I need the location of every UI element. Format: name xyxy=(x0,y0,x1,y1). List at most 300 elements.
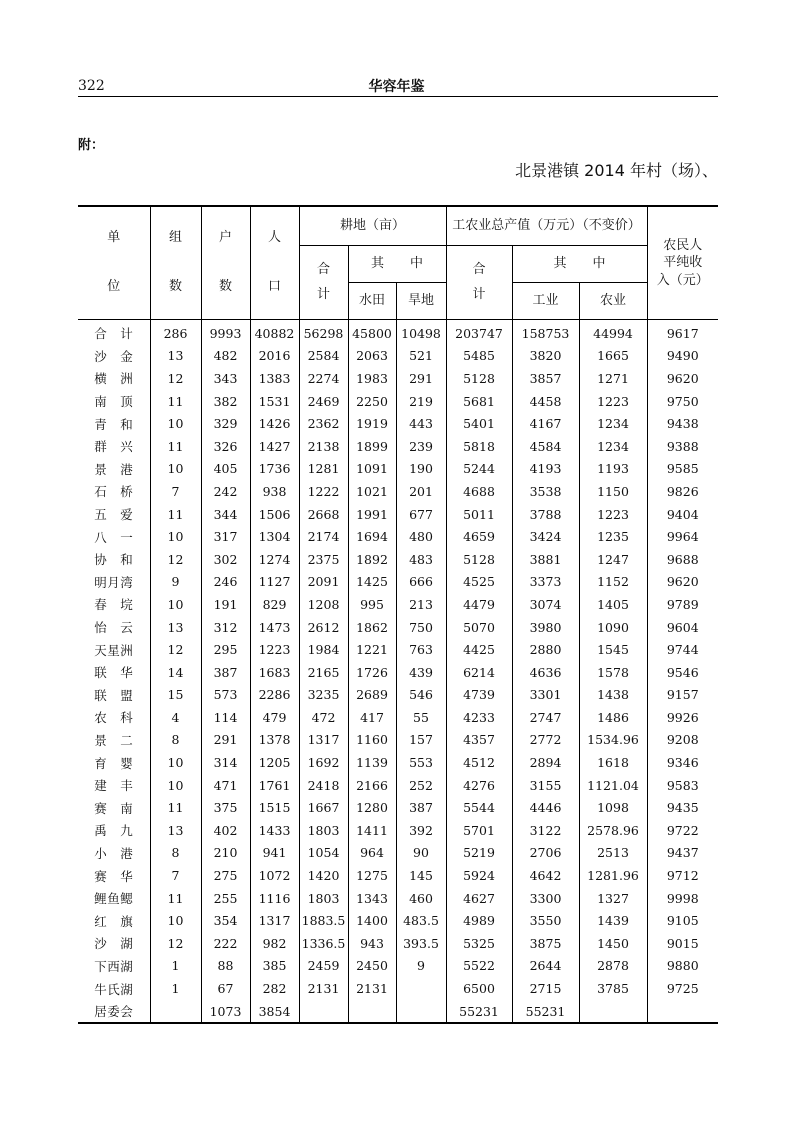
table-row xyxy=(78,412,718,435)
cell-unit: 联 华 xyxy=(78,661,150,684)
cell-agriculture: 1223 xyxy=(579,390,647,413)
cell-unit: 鲤鱼鳃 xyxy=(78,887,150,910)
cell-paddy xyxy=(348,1000,396,1024)
cell-population: 2286 xyxy=(250,684,299,707)
cell-output-total: 4479 xyxy=(446,593,512,616)
cell-groups: 10 xyxy=(150,412,201,435)
cell-groups: 11 xyxy=(150,503,201,526)
cell-households: 402 xyxy=(201,819,250,842)
cell-industry: 3373 xyxy=(512,571,579,594)
book-title: 华容年鉴 xyxy=(368,79,425,95)
cell-agriculture: 1098 xyxy=(579,796,647,819)
header-paddy: 水田 xyxy=(348,283,396,320)
cell-unit: 红 旗 xyxy=(78,909,150,932)
cell-income: 9585 xyxy=(647,458,718,481)
cell-output-total: 5070 xyxy=(446,616,512,639)
cell-population: 1531 xyxy=(250,390,299,413)
cell-income: 9620 xyxy=(647,367,718,390)
cell-population: 1427 xyxy=(250,435,299,458)
table-row xyxy=(78,842,718,865)
cell-dryland: 553 xyxy=(396,751,446,774)
cell-households: 291 xyxy=(201,729,250,752)
cell-dryland: 157 xyxy=(396,729,446,752)
cell-dryland xyxy=(396,1000,446,1024)
cell-agriculture: 1121.04 xyxy=(579,774,647,797)
cell-farmland-total: 2091 xyxy=(299,571,348,594)
table-row xyxy=(78,887,718,910)
cell-farmland-total: 1803 xyxy=(299,819,348,842)
cell-groups: 11 xyxy=(150,390,201,413)
cell-groups: 15 xyxy=(150,684,201,707)
cell-output-total: 4739 xyxy=(446,684,512,707)
cell-output-total: 4525 xyxy=(446,571,512,594)
cell-paddy: 1221 xyxy=(348,638,396,661)
cell-output-total: 5244 xyxy=(446,458,512,481)
cell-dryland: 219 xyxy=(396,390,446,413)
cell-industry: 3881 xyxy=(512,548,579,571)
cell-dryland: 443 xyxy=(396,412,446,435)
table-row xyxy=(78,367,718,390)
cell-income: 9964 xyxy=(647,525,718,548)
cell-agriculture: 1235 xyxy=(579,525,647,548)
cell-unit: 怡 云 xyxy=(78,616,150,639)
cell-unit: 沙 金 xyxy=(78,345,150,368)
cell-paddy: 1160 xyxy=(348,729,396,752)
cell-population: 1383 xyxy=(250,367,299,390)
cell-farmland-total: 2584 xyxy=(299,345,348,368)
cell-farmland-total: 1883.5 xyxy=(299,909,348,932)
cell-unit: 五 爱 xyxy=(78,503,150,526)
cell-unit: 景 二 xyxy=(78,729,150,752)
cell-income: 9998 xyxy=(647,887,718,910)
cell-agriculture: 1534.96 xyxy=(579,729,647,752)
cell-output-total: 5681 xyxy=(446,390,512,413)
table-row xyxy=(78,320,718,345)
cell-farmland-total: 2362 xyxy=(299,412,348,435)
cell-dryland: 677 xyxy=(396,503,446,526)
header-industry: 工业 xyxy=(512,283,579,320)
header-farmland: 耕地（亩） xyxy=(299,206,446,246)
cell-unit: 禹 九 xyxy=(78,819,150,842)
header-divider xyxy=(78,96,718,97)
cell-industry: 4193 xyxy=(512,458,579,481)
cell-paddy: 1425 xyxy=(348,571,396,594)
cell-unit: 育 婴 xyxy=(78,751,150,774)
cell-dryland: 213 xyxy=(396,593,446,616)
cell-agriculture xyxy=(579,1000,647,1024)
cell-income: 9620 xyxy=(647,571,718,594)
cell-households: 329 xyxy=(201,412,250,435)
cell-paddy: 1892 xyxy=(348,548,396,571)
cell-agriculture: 1327 xyxy=(579,887,647,910)
cell-paddy: 2063 xyxy=(348,345,396,368)
cell-dryland: 393.5 xyxy=(396,932,446,955)
cell-households: 382 xyxy=(201,390,250,413)
cell-income: 9157 xyxy=(647,684,718,707)
cell-agriculture: 1090 xyxy=(579,616,647,639)
cell-agriculture: 1234 xyxy=(579,412,647,435)
cell-unit: 群 兴 xyxy=(78,435,150,458)
cell-output-total: 5924 xyxy=(446,864,512,887)
cell-groups: 12 xyxy=(150,638,201,661)
cell-output-total: 5701 xyxy=(446,819,512,842)
cell-unit: 建 丰 xyxy=(78,774,150,797)
cell-households: 405 xyxy=(201,458,250,481)
table-row xyxy=(78,593,718,616)
cell-agriculture: 44994 xyxy=(579,320,647,345)
cell-dryland: 392 xyxy=(396,819,446,842)
cell-output-total: 4512 xyxy=(446,751,512,774)
cell-unit: 牛氏湖 xyxy=(78,977,150,1000)
cell-unit: 赛 南 xyxy=(78,796,150,819)
cell-unit: 下西湖 xyxy=(78,955,150,978)
cell-income: 9725 xyxy=(647,977,718,1000)
cell-output-total: 4688 xyxy=(446,480,512,503)
cell-households: 573 xyxy=(201,684,250,707)
cell-households: 114 xyxy=(201,706,250,729)
cell-farmland-total: 2138 xyxy=(299,435,348,458)
cell-unit: 合 计 xyxy=(78,320,150,345)
cell-unit: 明月湾 xyxy=(78,571,150,594)
cell-output-total: 5485 xyxy=(446,345,512,368)
cell-industry: 2715 xyxy=(512,977,579,1000)
header-groups: 组 数 xyxy=(150,206,201,320)
cell-farmland-total: 1222 xyxy=(299,480,348,503)
appendix-label: 附： xyxy=(78,138,105,153)
cell-farmland-total: 1667 xyxy=(299,796,348,819)
header-agriculture: 农业 xyxy=(579,283,647,320)
cell-dryland: 750 xyxy=(396,616,446,639)
cell-population: 1072 xyxy=(250,864,299,887)
cell-groups: 14 xyxy=(150,661,201,684)
cell-agriculture: 1545 xyxy=(579,638,647,661)
cell-households: 295 xyxy=(201,638,250,661)
table-row xyxy=(78,955,718,978)
cell-income: 9617 xyxy=(647,320,718,345)
cell-households: 222 xyxy=(201,932,250,955)
cell-population: 1274 xyxy=(250,548,299,571)
cell-output-total: 6214 xyxy=(446,661,512,684)
cell-dryland: 483.5 xyxy=(396,909,446,932)
cell-output-total: 4659 xyxy=(446,525,512,548)
table-row xyxy=(78,977,718,1000)
cell-agriculture: 1150 xyxy=(579,480,647,503)
cell-groups: 13 xyxy=(150,616,201,639)
cell-paddy: 1862 xyxy=(348,616,396,639)
cell-population: 40882 xyxy=(250,320,299,345)
cell-households: 246 xyxy=(201,571,250,594)
cell-industry: 55231 xyxy=(512,1000,579,1024)
cell-groups: 10 xyxy=(150,525,201,548)
cell-agriculture: 1193 xyxy=(579,458,647,481)
cell-output-total: 4233 xyxy=(446,706,512,729)
cell-households: 317 xyxy=(201,525,250,548)
cell-farmland-total: 2165 xyxy=(299,661,348,684)
table-row xyxy=(78,819,718,842)
cell-unit: 南 顶 xyxy=(78,390,150,413)
cell-industry: 2644 xyxy=(512,955,579,978)
table-row xyxy=(78,684,718,707)
cell-dryland: 521 xyxy=(396,345,446,368)
cell-output-total: 6500 xyxy=(446,977,512,1000)
cell-groups: 7 xyxy=(150,480,201,503)
cell-agriculture: 1618 xyxy=(579,751,647,774)
cell-agriculture: 1438 xyxy=(579,684,647,707)
cell-paddy: 1280 xyxy=(348,796,396,819)
cell-households: 471 xyxy=(201,774,250,797)
table-row xyxy=(78,729,718,752)
cell-income: 9744 xyxy=(647,638,718,661)
cell-population: 479 xyxy=(250,706,299,729)
cell-industry: 4458 xyxy=(512,390,579,413)
cell-industry: 4584 xyxy=(512,435,579,458)
cell-income: 9722 xyxy=(647,819,718,842)
cell-industry: 3980 xyxy=(512,616,579,639)
cell-groups: 13 xyxy=(150,819,201,842)
cell-paddy: 943 xyxy=(348,932,396,955)
cell-income: 9435 xyxy=(647,796,718,819)
cell-dryland: 252 xyxy=(396,774,446,797)
table-row xyxy=(78,616,718,639)
cell-paddy: 1021 xyxy=(348,480,396,503)
cell-farmland-total: 2459 xyxy=(299,955,348,978)
cell-agriculture: 2878 xyxy=(579,955,647,978)
cell-population: 941 xyxy=(250,842,299,865)
table-title: 北景港镇 2014 年村（场）、 xyxy=(515,161,718,180)
cell-agriculture: 1281.96 xyxy=(579,864,647,887)
cell-income: 9546 xyxy=(647,661,718,684)
cell-paddy: 2166 xyxy=(348,774,396,797)
cell-population: 1317 xyxy=(250,909,299,932)
cell-groups: 10 xyxy=(150,458,201,481)
cell-households: 387 xyxy=(201,661,250,684)
cell-farmland-total: 1336.5 xyxy=(299,932,348,955)
cell-households: 354 xyxy=(201,909,250,932)
table-header xyxy=(78,206,718,320)
cell-income: 9826 xyxy=(647,480,718,503)
cell-households: 326 xyxy=(201,435,250,458)
cell-income: 9583 xyxy=(647,774,718,797)
cell-groups: 12 xyxy=(150,932,201,955)
cell-farmland-total: 2131 xyxy=(299,977,348,1000)
cell-agriculture: 1223 xyxy=(579,503,647,526)
cell-dryland: 190 xyxy=(396,458,446,481)
table-body xyxy=(78,320,718,1024)
cell-income: 9388 xyxy=(647,435,718,458)
cell-farmland-total: 1317 xyxy=(299,729,348,752)
cell-paddy: 2131 xyxy=(348,977,396,1000)
cell-dryland: 763 xyxy=(396,638,446,661)
table-row xyxy=(78,548,718,571)
cell-income: 9105 xyxy=(647,909,718,932)
table-row xyxy=(78,345,718,368)
cell-households: 1073 xyxy=(201,1000,250,1024)
cell-dryland: 460 xyxy=(396,887,446,910)
cell-industry: 4636 xyxy=(512,661,579,684)
cell-industry: 3424 xyxy=(512,525,579,548)
cell-output-total: 4989 xyxy=(446,909,512,932)
cell-paddy: 1091 xyxy=(348,458,396,481)
cell-dryland: 666 xyxy=(396,571,446,594)
cell-dryland: 291 xyxy=(396,367,446,390)
cell-income: 9208 xyxy=(647,729,718,752)
cell-population: 1515 xyxy=(250,796,299,819)
cell-dryland: 9 xyxy=(396,955,446,978)
cell-industry: 3820 xyxy=(512,345,579,368)
cell-dryland: 55 xyxy=(396,706,446,729)
cell-farmland-total: 472 xyxy=(299,706,348,729)
cell-population: 385 xyxy=(250,955,299,978)
cell-population: 1473 xyxy=(250,616,299,639)
cell-dryland: 145 xyxy=(396,864,446,887)
cell-dryland: 483 xyxy=(396,548,446,571)
cell-income: 9438 xyxy=(647,412,718,435)
cell-industry: 2894 xyxy=(512,751,579,774)
cell-households: 302 xyxy=(201,548,250,571)
header-population: 人 口 xyxy=(250,206,299,320)
cell-paddy: 1400 xyxy=(348,909,396,932)
cell-industry: 3875 xyxy=(512,932,579,955)
cell-industry: 4446 xyxy=(512,796,579,819)
header-output-value: 工农业总产值（万元）（不变价） xyxy=(446,206,647,246)
cell-agriculture: 1665 xyxy=(579,345,647,368)
cell-output-total: 5818 xyxy=(446,435,512,458)
cell-industry: 3300 xyxy=(512,887,579,910)
cell-paddy: 417 xyxy=(348,706,396,729)
cell-population: 1304 xyxy=(250,525,299,548)
cell-unit: 联 盟 xyxy=(78,684,150,707)
cell-population: 1433 xyxy=(250,819,299,842)
table-row xyxy=(78,525,718,548)
cell-income xyxy=(647,1000,718,1024)
cell-income: 9404 xyxy=(647,503,718,526)
cell-population: 3854 xyxy=(250,1000,299,1024)
cell-paddy: 1726 xyxy=(348,661,396,684)
cell-population: 1127 xyxy=(250,571,299,594)
cell-paddy: 45800 xyxy=(348,320,396,345)
header-households: 户 数 xyxy=(201,206,250,320)
cell-income: 9346 xyxy=(647,751,718,774)
cell-farmland-total: 2274 xyxy=(299,367,348,390)
cell-industry: 2880 xyxy=(512,638,579,661)
cell-industry: 3301 xyxy=(512,684,579,707)
cell-unit: 天星洲 xyxy=(78,638,150,661)
cell-output-total: 4357 xyxy=(446,729,512,752)
cell-output-total: 5544 xyxy=(446,796,512,819)
table-row xyxy=(78,638,718,661)
table-row xyxy=(78,909,718,932)
cell-farmland-total: 2174 xyxy=(299,525,348,548)
cell-unit: 八 一 xyxy=(78,525,150,548)
cell-groups: 11 xyxy=(150,435,201,458)
cell-farmland-total: 1692 xyxy=(299,751,348,774)
cell-farmland-total: 1984 xyxy=(299,638,348,661)
cell-farmland-total: 1281 xyxy=(299,458,348,481)
cell-income: 9490 xyxy=(647,345,718,368)
header-farmland-of-which: 其 中 xyxy=(348,246,446,283)
cell-groups: 1 xyxy=(150,977,201,1000)
cell-agriculture: 1439 xyxy=(579,909,647,932)
cell-income: 9712 xyxy=(647,864,718,887)
table-row xyxy=(78,796,718,819)
cell-farmland-total: 2668 xyxy=(299,503,348,526)
header-output-total: 合 计 xyxy=(446,246,512,320)
cell-unit: 景 港 xyxy=(78,458,150,481)
cell-farmland-total: 1054 xyxy=(299,842,348,865)
cell-population: 1205 xyxy=(250,751,299,774)
cell-paddy: 1343 xyxy=(348,887,396,910)
cell-agriculture: 1578 xyxy=(579,661,647,684)
cell-output-total: 4276 xyxy=(446,774,512,797)
table-row xyxy=(78,661,718,684)
cell-households: 344 xyxy=(201,503,250,526)
cell-industry: 4167 xyxy=(512,412,579,435)
cell-farmland-total: 3235 xyxy=(299,684,348,707)
cell-industry: 3538 xyxy=(512,480,579,503)
cell-output-total: 5219 xyxy=(446,842,512,865)
cell-agriculture: 1234 xyxy=(579,435,647,458)
cell-income: 9604 xyxy=(647,616,718,639)
cell-unit: 赛 华 xyxy=(78,864,150,887)
cell-income: 9750 xyxy=(647,390,718,413)
cell-unit: 石 桥 xyxy=(78,480,150,503)
cell-output-total: 4627 xyxy=(446,887,512,910)
header-output-of-which: 其 中 xyxy=(512,246,647,283)
cell-population: 1223 xyxy=(250,638,299,661)
table-row xyxy=(78,751,718,774)
cell-farmland-total: 2375 xyxy=(299,548,348,571)
cell-agriculture: 1405 xyxy=(579,593,647,616)
cell-paddy: 1411 xyxy=(348,819,396,842)
cell-population: 1683 xyxy=(250,661,299,684)
cell-households: 88 xyxy=(201,955,250,978)
cell-industry: 3550 xyxy=(512,909,579,932)
table-row xyxy=(78,774,718,797)
table-row xyxy=(78,706,718,729)
cell-industry: 3155 xyxy=(512,774,579,797)
table-row xyxy=(78,435,718,458)
cell-population: 1736 xyxy=(250,458,299,481)
cell-farmland-total xyxy=(299,1000,348,1024)
table-row xyxy=(78,503,718,526)
cell-agriculture: 2578.96 xyxy=(579,819,647,842)
cell-farmland-total: 1420 xyxy=(299,864,348,887)
cell-groups: 286 xyxy=(150,320,201,345)
cell-groups: 13 xyxy=(150,345,201,368)
cell-income: 9437 xyxy=(647,842,718,865)
table-row xyxy=(78,932,718,955)
header-income: 农民人 平纯收 入（元） xyxy=(647,206,718,320)
cell-population: 282 xyxy=(250,977,299,1000)
cell-farmland-total: 56298 xyxy=(299,320,348,345)
cell-output-total: 55231 xyxy=(446,1000,512,1024)
cell-groups: 8 xyxy=(150,729,201,752)
cell-households: 255 xyxy=(201,887,250,910)
cell-households: 482 xyxy=(201,345,250,368)
cell-dryland: 439 xyxy=(396,661,446,684)
cell-paddy: 1694 xyxy=(348,525,396,548)
cell-dryland: 90 xyxy=(396,842,446,865)
cell-paddy: 1139 xyxy=(348,751,396,774)
cell-paddy: 995 xyxy=(348,593,396,616)
cell-output-total: 5011 xyxy=(446,503,512,526)
cell-groups: 12 xyxy=(150,548,201,571)
cell-agriculture: 1450 xyxy=(579,932,647,955)
cell-groups: 1 xyxy=(150,955,201,978)
cell-industry: 3788 xyxy=(512,503,579,526)
cell-income: 9926 xyxy=(647,706,718,729)
cell-households: 9993 xyxy=(201,320,250,345)
